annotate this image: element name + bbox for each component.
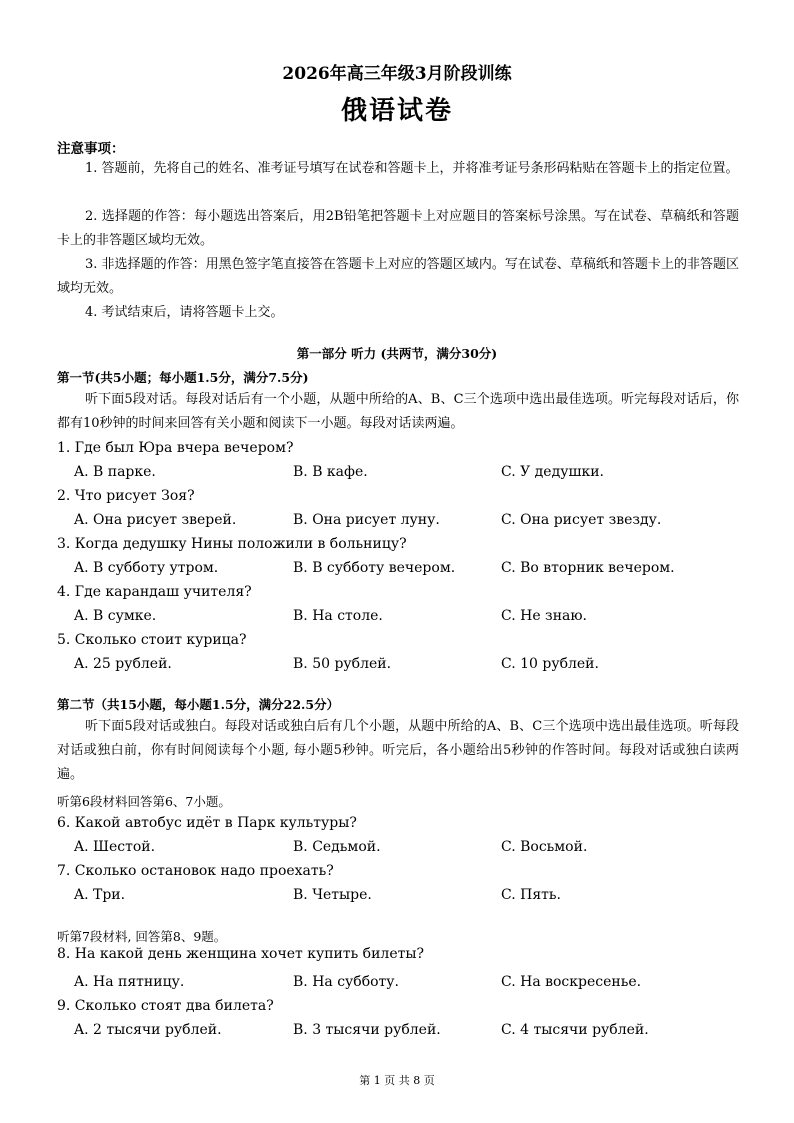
option-b: B. Она рисует луну. [293, 512, 440, 528]
notice-item: 3. 非选择题的作答：用黑色签字笔直接答在答题卡上对应的答题区域内。写在试卷、草稿纸和答题卡上的非答题区域均无效。 [57, 257, 739, 296]
section-instruction: 听下面5段对话。每段对话后有一个小题，从题中所给的A、B、C三个选项中选出最佳选项。听完每段对话后，你都有10秒钟的时间来回答有关小题和阅读下一小题。每段对话读两遍。 [57, 392, 739, 431]
option-b: B. На субботу. [293, 974, 399, 990]
option-a: A. На пятницу. [74, 974, 185, 990]
page-number: 第 1 页 共 8 页 [359, 1074, 435, 1087]
option-a: A. 25 рублей. [74, 656, 172, 672]
option-a: A. В сумке. [74, 608, 157, 624]
option-a: A. Три. [74, 887, 126, 903]
option-b: B. На столе. [293, 608, 383, 624]
section-title: 第二节（共15小题，每小题1.5分，满分22.5分） [57, 697, 340, 712]
option-c: C. Она рисует звезду. [501, 512, 662, 528]
question-text: 8. На какой день женщина хочет купить билеты? [57, 946, 425, 962]
option-b: B. Четыре. [293, 887, 372, 903]
option-a: A. В субботу утром. [74, 560, 219, 576]
option-c: C. Во вторник вечером. [501, 560, 675, 576]
section-title: 第一节(共5小题；每小题1.5分，满分7.5分) [57, 370, 309, 385]
option-c: C. У дедушки. [501, 464, 604, 480]
option-b: B. 50 рублей. [293, 656, 392, 672]
section-instruction: 听下面5段对话或独白。每段对话或独白后有几个小题，从题中所给的A、B、C三个选项中选出最佳选项。听每段对话或独白前，你有时间阅读每个小题, 每小题5秒钟。听完后，各小题给出5秒钟的作答时间。每段对话或独白读两遍。 [57, 719, 739, 782]
notice-item: 4. 考试结束后，请将答题卡上交。 [85, 305, 284, 320]
question-text: 9. Сколько стоят два билета? [57, 998, 274, 1014]
notice-item: 1. 答题前，先将自己的姓名、准考证号填写在试卷和答题卡上，并将准考证号条形码粘贴在答题卡上的指定位置。 [85, 161, 739, 176]
question-text: 1. Где был Юра вчера вечером? [57, 440, 294, 456]
option-c: C. Пять. [501, 887, 561, 903]
option-c: C. На воскресенье. [501, 974, 642, 990]
question-text: 3. Когда дедушку Нины положили в больницу? [57, 536, 407, 552]
exam-title: 2026年高三年级3月阶段训练 [282, 64, 512, 84]
part-title: 第一部分 听力 (共两节，满分30分) [296, 346, 498, 361]
option-a: A. В парке. [74, 464, 156, 480]
option-b: B. 3 тысячи рублей. [293, 1022, 441, 1038]
option-b: B. В кафе. [293, 464, 368, 480]
question-text: 6. Какой автобус идёт в Парк культуры? [57, 815, 357, 831]
question-text: 5. Сколько стоит курица? [57, 632, 247, 648]
question-text: 7. Сколько остановок надо проехать? [57, 863, 334, 879]
exam-subtitle: 俄语试卷 [340, 96, 453, 126]
option-a: A. Она рисует зверей. [74, 512, 237, 528]
question-text: 2. Что рисует Зоя? [57, 488, 195, 504]
option-a: A. Шестой. [74, 839, 156, 855]
group-note: 听第6段材料回答第6、7小题。 [57, 794, 231, 809]
notice-item: 2. 选择题的作答：每小题选出答案后，用2B铅笔把答题卡上对应题目的答案标号涂黑。写在试卷、草稿纸和答题卡上的非答题区域均无效。 [57, 209, 739, 248]
question-text: 4. Где карандаш учителя? [57, 584, 252, 600]
option-c: C. 10 рублей. [501, 656, 599, 672]
option-b: B. Седьмой. [293, 839, 381, 855]
option-c: C. Не знаю. [501, 608, 588, 624]
group-note: 听第7段材料, 回答第8、9题。 [57, 929, 227, 944]
notice-heading: 注意事项： [57, 141, 125, 157]
option-c: C. Восьмой. [501, 839, 588, 855]
option-b: B. В субботу вечером. [293, 560, 456, 576]
option-c: C. 4 тысячи рублей. [501, 1022, 649, 1038]
option-a: A. 2 тысячи рублей. [74, 1022, 222, 1038]
